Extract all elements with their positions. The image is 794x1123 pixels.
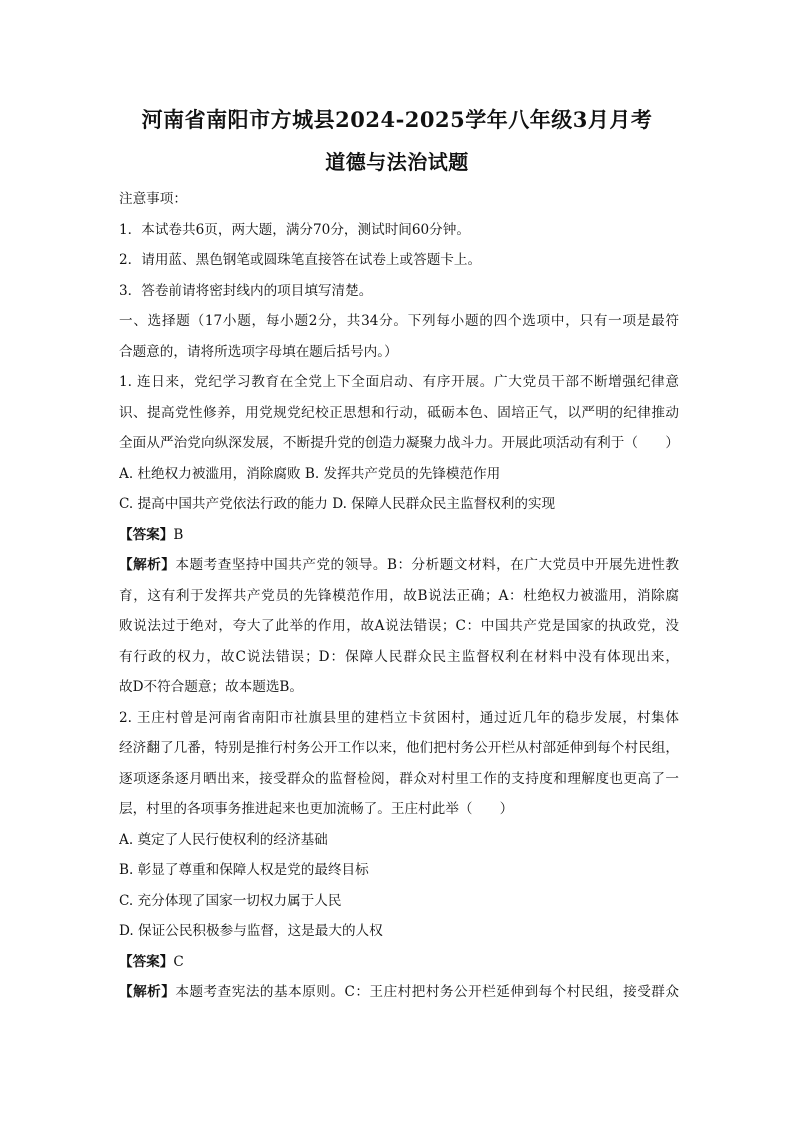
question-1-option: C. 提高中国共产党依法行政的能力 D. 保障人民群众民主监督权利的实现 (119, 496, 556, 512)
question-2-option: D. 保证公民积极参与监督，这是最大的人权 (119, 923, 383, 939)
question-1-analysis (119, 550, 679, 581)
notice-item: 3．答卷前请将密封线内的项目填写清楚。 (119, 282, 373, 299)
question-1-stem: 全面从严治党向纵深发展，不断提升党的创造力凝聚力战斗力。开展此项活动有利于（ ） (119, 435, 679, 451)
question-1-analysis: 有行政的权力，故C说法错误；D：保障人民群众民主监督权利在材料中没有体现出来， (119, 648, 679, 665)
question-2-stem: 2. 王庄村曾是河南省南阳市社旗县里的建档立卡贫困村，通过近几年的稳步发展，村集体 (119, 709, 679, 726)
analysis-tag: 【解析】 (119, 557, 176, 573)
question-2-answer (119, 947, 679, 978)
question-2-option: C. 充分体现了国家一切权力属于人民 (119, 892, 342, 909)
question-2-stem: 经济翻了几番，特别是推行村务公开工作以来，他们把村务公开栏从村部延伸到每个村民组， (119, 740, 679, 756)
answer-tag: 【答案】 (119, 953, 174, 970)
notice-item: 2．请用蓝、黑色钢笔或圆珠笔直接答在试卷上或答题卡上。 (119, 252, 482, 268)
section-heading-continued: 合题意的，请将所选项字母填在题后括号内。） (119, 343, 398, 360)
answer-value: C (173, 953, 184, 970)
question-1-stem: 1. 连日来，党纪学习教育在全党上下全面启动、有序开展。广大党员干部不断增强纪律意 (119, 374, 679, 390)
question-2-option: A. 奠定了人民行使权利的经济基础 (119, 831, 328, 848)
question-1-stem: 识、提高党性修养，用党规党纪校正思想和行动，砥砺本色、固培正气，以严明的纪律推动 (119, 404, 679, 421)
page-title: 河南省南阳市方城县2024-2025学年八年级3月月考 (141, 107, 653, 132)
question-2-option: B. 彰显了尊重和保障人权是党的最终目标 (119, 862, 369, 878)
question-2-stem: 逐项逐条逐月晒出来，接受群众的监督检阅，群众对村里工作的支持度和理解度也更高了一 (119, 770, 679, 787)
analysis-text: 本题考查坚持中国共产党的领导。B：分析题文材料，在广大党员中开展先进性教 (175, 557, 679, 573)
question-1-answer (119, 520, 679, 551)
analysis-text: 本题考查宪法的基本原则。C：王庄村把村务公开栏延伸到每个村民组，接受群众 (175, 984, 679, 1000)
answer-value: B (173, 526, 184, 543)
notice-heading: 注意事项： (119, 191, 187, 207)
document-body (119, 184, 679, 1008)
analysis-tag: 【解析】 (119, 984, 176, 1000)
question-2-stem: 层，村里的各项事务推进起来也更加流畅了。王庄村此举（ ） (119, 801, 514, 817)
notice-item: 1．本试卷共6页，两大题，满分70分，测试时间60分钟。 (119, 221, 470, 238)
page-subtitle: 道德与法治试题 (325, 150, 469, 174)
question-1-analysis: 育，这有利于发挥共产党员的先锋模范作用，故B说法正确；A：杜绝权力被滥用，消除腐 (119, 587, 679, 604)
section-heading: 一、选择题（17小题，每小题2分，共34分。下列每小题的四个选项中，只有一项是最符 (119, 313, 679, 329)
question-1-analysis: 故D不符合题意；故本题选B。 (119, 679, 304, 695)
question-1-option: A. 杜绝权力被滥用，消除腐败 B. 发挥共产党员的先锋模范作用 (119, 465, 501, 482)
question-1-analysis: 败说法过于绝对，夸大了此举的作用，故A说法错误；C：中国共产党是国家的执政党，没 (119, 618, 679, 634)
question-2-analysis (119, 977, 679, 1008)
answer-tag: 【答案】 (119, 526, 174, 543)
